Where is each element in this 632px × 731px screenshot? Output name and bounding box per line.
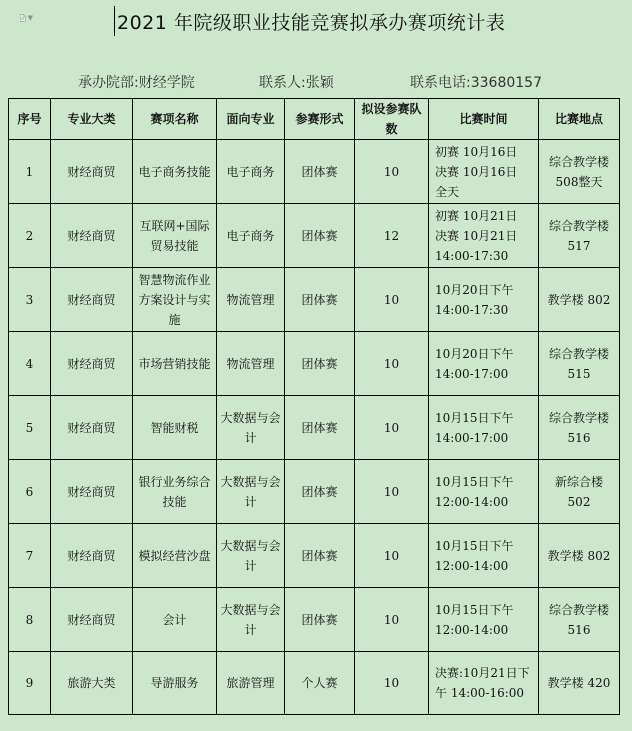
cell-place: 教学楼 802 <box>539 268 620 332</box>
cell-major: 电子商务 <box>217 140 285 204</box>
col-header-event: 赛项名称 <box>133 99 217 140</box>
cell-category: 旅游大类 <box>51 652 133 715</box>
table-row <box>9 652 620 715</box>
cell-time: 10月20日下午 14:00-17:00 <box>429 332 539 396</box>
cell-no: 7 <box>9 524 51 588</box>
cell-no: 1 <box>9 140 51 204</box>
cell-time: 10月15日下午 12:00-14:00 <box>429 588 539 652</box>
cell-category: 财经商贸 <box>51 140 133 204</box>
cell-event: 智慧物流作业方案设计与实施 <box>133 268 217 332</box>
col-header-teams: 拟设参赛队数 <box>355 99 429 140</box>
cell-major: 物流管理 <box>217 332 285 396</box>
page-icon <box>20 11 26 25</box>
cell-form: 团体赛 <box>285 204 355 268</box>
cell-event: 会计 <box>133 588 217 652</box>
cell-time: 初赛 10月16日 决赛 10月16日 全天 <box>429 140 539 204</box>
cell-form: 团体赛 <box>285 588 355 652</box>
cell-time: 决赛:10月21日下午 14:00-16:00 <box>429 652 539 715</box>
cell-teams: 10 <box>355 588 429 652</box>
cell-no: 9 <box>9 652 51 715</box>
cell-form: 团体赛 <box>285 460 355 524</box>
cell-event: 导游服务 <box>133 652 217 715</box>
col-header-form: 参赛形式 <box>285 99 355 140</box>
cell-category: 财经商贸 <box>51 460 133 524</box>
cell-time: 10月20日下午 14:00-17:30 <box>429 268 539 332</box>
cell-form: 团体赛 <box>285 140 355 204</box>
cell-teams: 10 <box>355 140 429 204</box>
cell-category: 财经商贸 <box>51 396 133 460</box>
cell-teams: 10 <box>355 332 429 396</box>
cell-form: 团体赛 <box>285 268 355 332</box>
page-title: 2021 年院级职业技能竞赛拟承办赛项统计表 <box>117 12 506 34</box>
contact-label: 联系人:张颖 <box>259 75 334 91</box>
cell-teams: 12 <box>355 204 429 268</box>
cell-form: 团体赛 <box>285 396 355 460</box>
table-row <box>9 204 620 268</box>
cell-category: 财经商贸 <box>51 588 133 652</box>
cell-place: 综合教学楼 516 <box>539 588 620 652</box>
table-row <box>9 332 620 396</box>
cell-form: 个人赛 <box>285 652 355 715</box>
cell-time: 初赛 10月21日 决赛 10月21日 14:00-17:30 <box>429 204 539 268</box>
cell-place: 教学楼 802 <box>539 524 620 588</box>
cell-form: 团体赛 <box>285 524 355 588</box>
cell-category: 财经商贸 <box>51 524 133 588</box>
department-label: 承办院部:财经学院 <box>78 75 195 91</box>
cell-form: 团体赛 <box>285 332 355 396</box>
table-row <box>9 460 620 524</box>
cell-no: 8 <box>9 588 51 652</box>
cell-event: 银行业务综合技能 <box>133 460 217 524</box>
cell-major: 大数据与会计 <box>217 396 285 460</box>
cell-place: 新综合楼 502 <box>539 460 620 524</box>
cell-major: 物流管理 <box>217 268 285 332</box>
cell-category: 财经商贸 <box>51 268 133 332</box>
cell-category: 财经商贸 <box>51 204 133 268</box>
cell-no: 4 <box>9 332 51 396</box>
document-icon[interactable] <box>20 10 33 26</box>
cell-place: 综合教学楼508整天 <box>539 140 620 204</box>
cell-event: 电子商务技能 <box>133 140 217 204</box>
cell-event: 模拟经营沙盘 <box>133 524 217 588</box>
cell-major: 大数据与会计 <box>217 588 285 652</box>
cell-teams: 10 <box>355 396 429 460</box>
cell-time: 10月15日下午 14:00-17:00 <box>429 396 539 460</box>
cell-no: 2 <box>9 204 51 268</box>
cell-teams: 10 <box>355 268 429 332</box>
events-table <box>8 98 620 715</box>
table-row <box>9 140 620 204</box>
cell-no: 5 <box>9 396 51 460</box>
table-header-row <box>9 99 620 140</box>
cell-category: 财经商贸 <box>51 332 133 396</box>
table-row <box>9 396 620 460</box>
cell-no: 3 <box>9 268 51 332</box>
cell-major: 电子商务 <box>217 204 285 268</box>
cell-event: 市场营销技能 <box>133 332 217 396</box>
cell-major: 旅游管理 <box>217 652 285 715</box>
col-header-category: 专业大类 <box>51 99 133 140</box>
phone-label: 联系电话:33680157 <box>410 75 542 91</box>
cell-place: 综合教学楼 516 <box>539 396 620 460</box>
cell-major: 大数据与会计 <box>217 524 285 588</box>
text-cursor <box>114 6 115 36</box>
cell-no: 6 <box>9 460 51 524</box>
col-header-no: 序号 <box>9 99 51 140</box>
col-header-place: 比赛地点 <box>539 99 620 140</box>
table-row <box>9 268 620 332</box>
col-header-time: 比赛时间 <box>429 99 539 140</box>
cell-event: 互联网+国际贸易技能 <box>133 204 217 268</box>
cell-teams: 10 <box>355 460 429 524</box>
cell-place: 综合教学楼 515 <box>539 332 620 396</box>
table-row <box>9 524 620 588</box>
col-header-major: 面向专业 <box>217 99 285 140</box>
cell-time: 10月15日下午 12:00-14:00 <box>429 524 539 588</box>
table-row <box>9 588 620 652</box>
chevron-down-icon[interactable]: ▼ <box>27 14 33 22</box>
cell-event: 智能财税 <box>133 396 217 460</box>
cell-place: 教学楼 420 <box>539 652 620 715</box>
cell-major: 大数据与会计 <box>217 460 285 524</box>
cell-place: 综合教学楼 517 <box>539 204 620 268</box>
cell-teams: 10 <box>355 524 429 588</box>
cell-teams: 10 <box>355 652 429 715</box>
cell-time: 10月15日下午 12:00-14:00 <box>429 460 539 524</box>
